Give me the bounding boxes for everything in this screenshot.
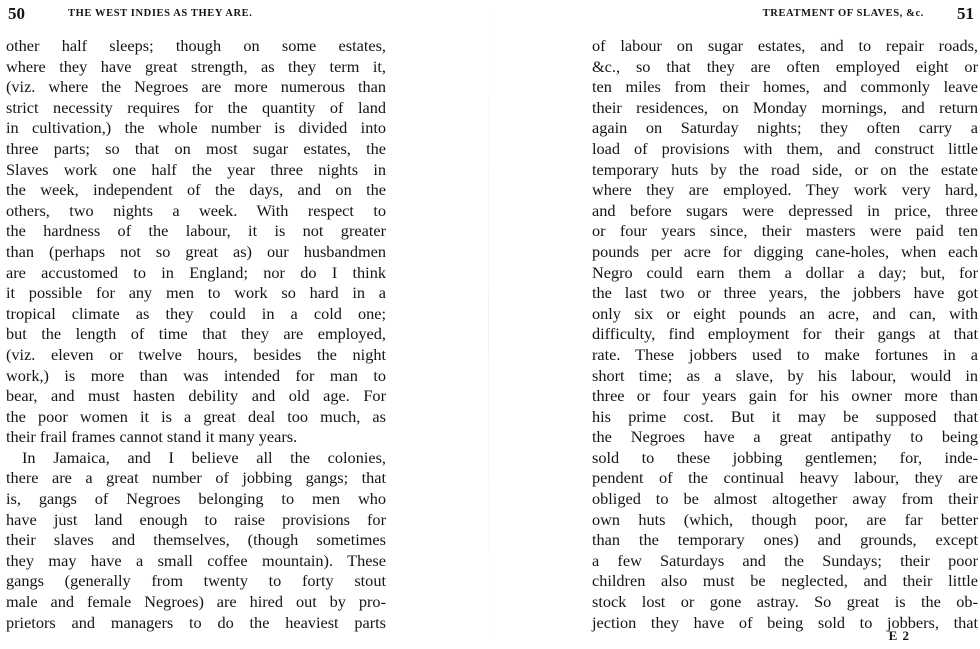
text-line: rate. These jobbers used to make fortunes in a [592, 344, 978, 364]
text-line: are accustomed to in England; nor do I think [6, 262, 386, 282]
text-line: children also must be neglected, and their little [592, 571, 978, 591]
text-line: a few Saturdays and the Sundays; their poor [592, 550, 978, 570]
text-line: short time; as a slave, by his labour, would in [592, 365, 978, 385]
text-line: but the length of time that they are employed, [6, 324, 386, 344]
text-line: others, two nights a week. With respect to [6, 200, 386, 220]
text-line: is, gangs of Negroes belonging to men who [6, 489, 386, 509]
text-line: the hardness of the labour, it is not greater [6, 221, 386, 241]
text-line: work,) is more than was intended for man to [6, 365, 386, 385]
right-page-text [592, 36, 978, 633]
text-line: or four years since, their masters were paid ten [592, 221, 978, 241]
text-line: tropical climate as they could in a cold one; [6, 303, 386, 323]
left-page-text [6, 36, 386, 633]
text-line: jection they have of being sold to jobbers, that [592, 612, 978, 632]
text-line: strict necessity requires for the quantity of land [6, 97, 386, 117]
text-line: bear, and must hasten debility and old age. For [6, 386, 386, 406]
left-running-head: THE WEST INDIES AS THEY ARE. [68, 8, 253, 19]
text-line: pounds per acre for digging cane-holes, when each [592, 241, 978, 261]
left-page-number: 50 [8, 4, 25, 23]
text-line: his prime cost. But it may be supposed that [592, 406, 978, 426]
text-line: other half sleeps; though on some estates, [6, 36, 386, 55]
text-line: ten miles from their homes, and commonly leave [592, 77, 978, 97]
text-line: their frail frames cannot stand it many years. [6, 427, 298, 447]
text-line: sold to these jobbing gentlemen; for, inde- [592, 447, 978, 467]
text-line: again on Saturday nights; they often carry a [592, 118, 978, 138]
text-line: their slaves and themselves, (though sometimes [6, 530, 386, 550]
right-running-head: TREATMENT OF SLAVES, &c. [762, 8, 924, 19]
text-line: three parts; so that on most sugar estates, the [6, 138, 386, 158]
signature-mark: E 2 [888, 628, 910, 643]
left-page [0, 0, 392, 649]
text-line: (viz. eleven or twelve hours, besides the night [6, 344, 386, 364]
text-line: and before sugars were depressed in price, three [592, 200, 978, 220]
text-line: than (perhaps not so great as) our husbandmen [6, 241, 386, 261]
text-line: male and female Negroes) are hired out by pro- [6, 592, 386, 612]
text-line: Slaves work one half the year three nights in [6, 159, 386, 179]
text-line: their residences, on Monday mornings, and return [592, 97, 978, 117]
text-line: prietors and managers to do the heaviest parts [6, 612, 386, 632]
text-line: where they have great strength, as they term it, [6, 56, 386, 76]
text-line: temporary huts by the road side, or on the estate [592, 159, 978, 179]
text-line: &c., so that they are often employed eight or [592, 56, 978, 76]
right-page [586, 0, 980, 649]
left-page-header [0, 4, 392, 22]
text-line: load of provisions with them, and construct little [592, 138, 978, 158]
book-gutter [488, 0, 489, 649]
right-page-number: 51 [957, 4, 974, 23]
text-line: only six or eight pounds an acre, and can, with [592, 303, 978, 323]
text-line: it possible for any men to work so hard in a [6, 283, 386, 303]
text-line: gangs (generally from twenty to forty stout [6, 571, 386, 591]
text-line: the poor women it is a great deal too much, as [6, 406, 386, 426]
text-line: three or four years gain for his owner more than [592, 386, 978, 406]
text-line: have just land enough to raise provisions for [6, 509, 386, 529]
text-line: in cultivation,) the whole number is divided into [6, 118, 386, 138]
right-page-header [586, 4, 980, 22]
text-line: than the temporary ones) and grounds, except [592, 530, 978, 550]
text-line: stock lost or gone astray. So great is the ob- [592, 592, 978, 612]
text-line: pendent of the continual heavy labour, they are [592, 468, 978, 488]
text-line: In Jamaica, and I believe all the colonies, [22, 447, 386, 467]
text-line: obliged to be almost altogether away from their [592, 489, 978, 509]
text-line: the last two or three years, the jobbers have got [592, 283, 978, 303]
text-line: Negro could earn them a dollar a day; but, for [592, 262, 978, 282]
text-line: where they are employed. They work very hard, [592, 180, 978, 200]
text-line: they may have a small coffee mountain). These [6, 550, 386, 570]
text-line: (viz. where the Negroes are more numerous than [6, 77, 386, 97]
text-line: of labour on sugar estates, and to repair roads, [592, 36, 978, 55]
text-line: difficulty, find employment for their gangs at that [592, 324, 978, 344]
text-line: there are a great number of jobbing gangs; that [6, 468, 386, 488]
text-line: the Negroes have a great antipathy to being [592, 427, 978, 447]
text-line: own huts (which, though poor, are far better [592, 509, 978, 529]
text-line: the week, independent of the days, and on the [6, 180, 386, 200]
